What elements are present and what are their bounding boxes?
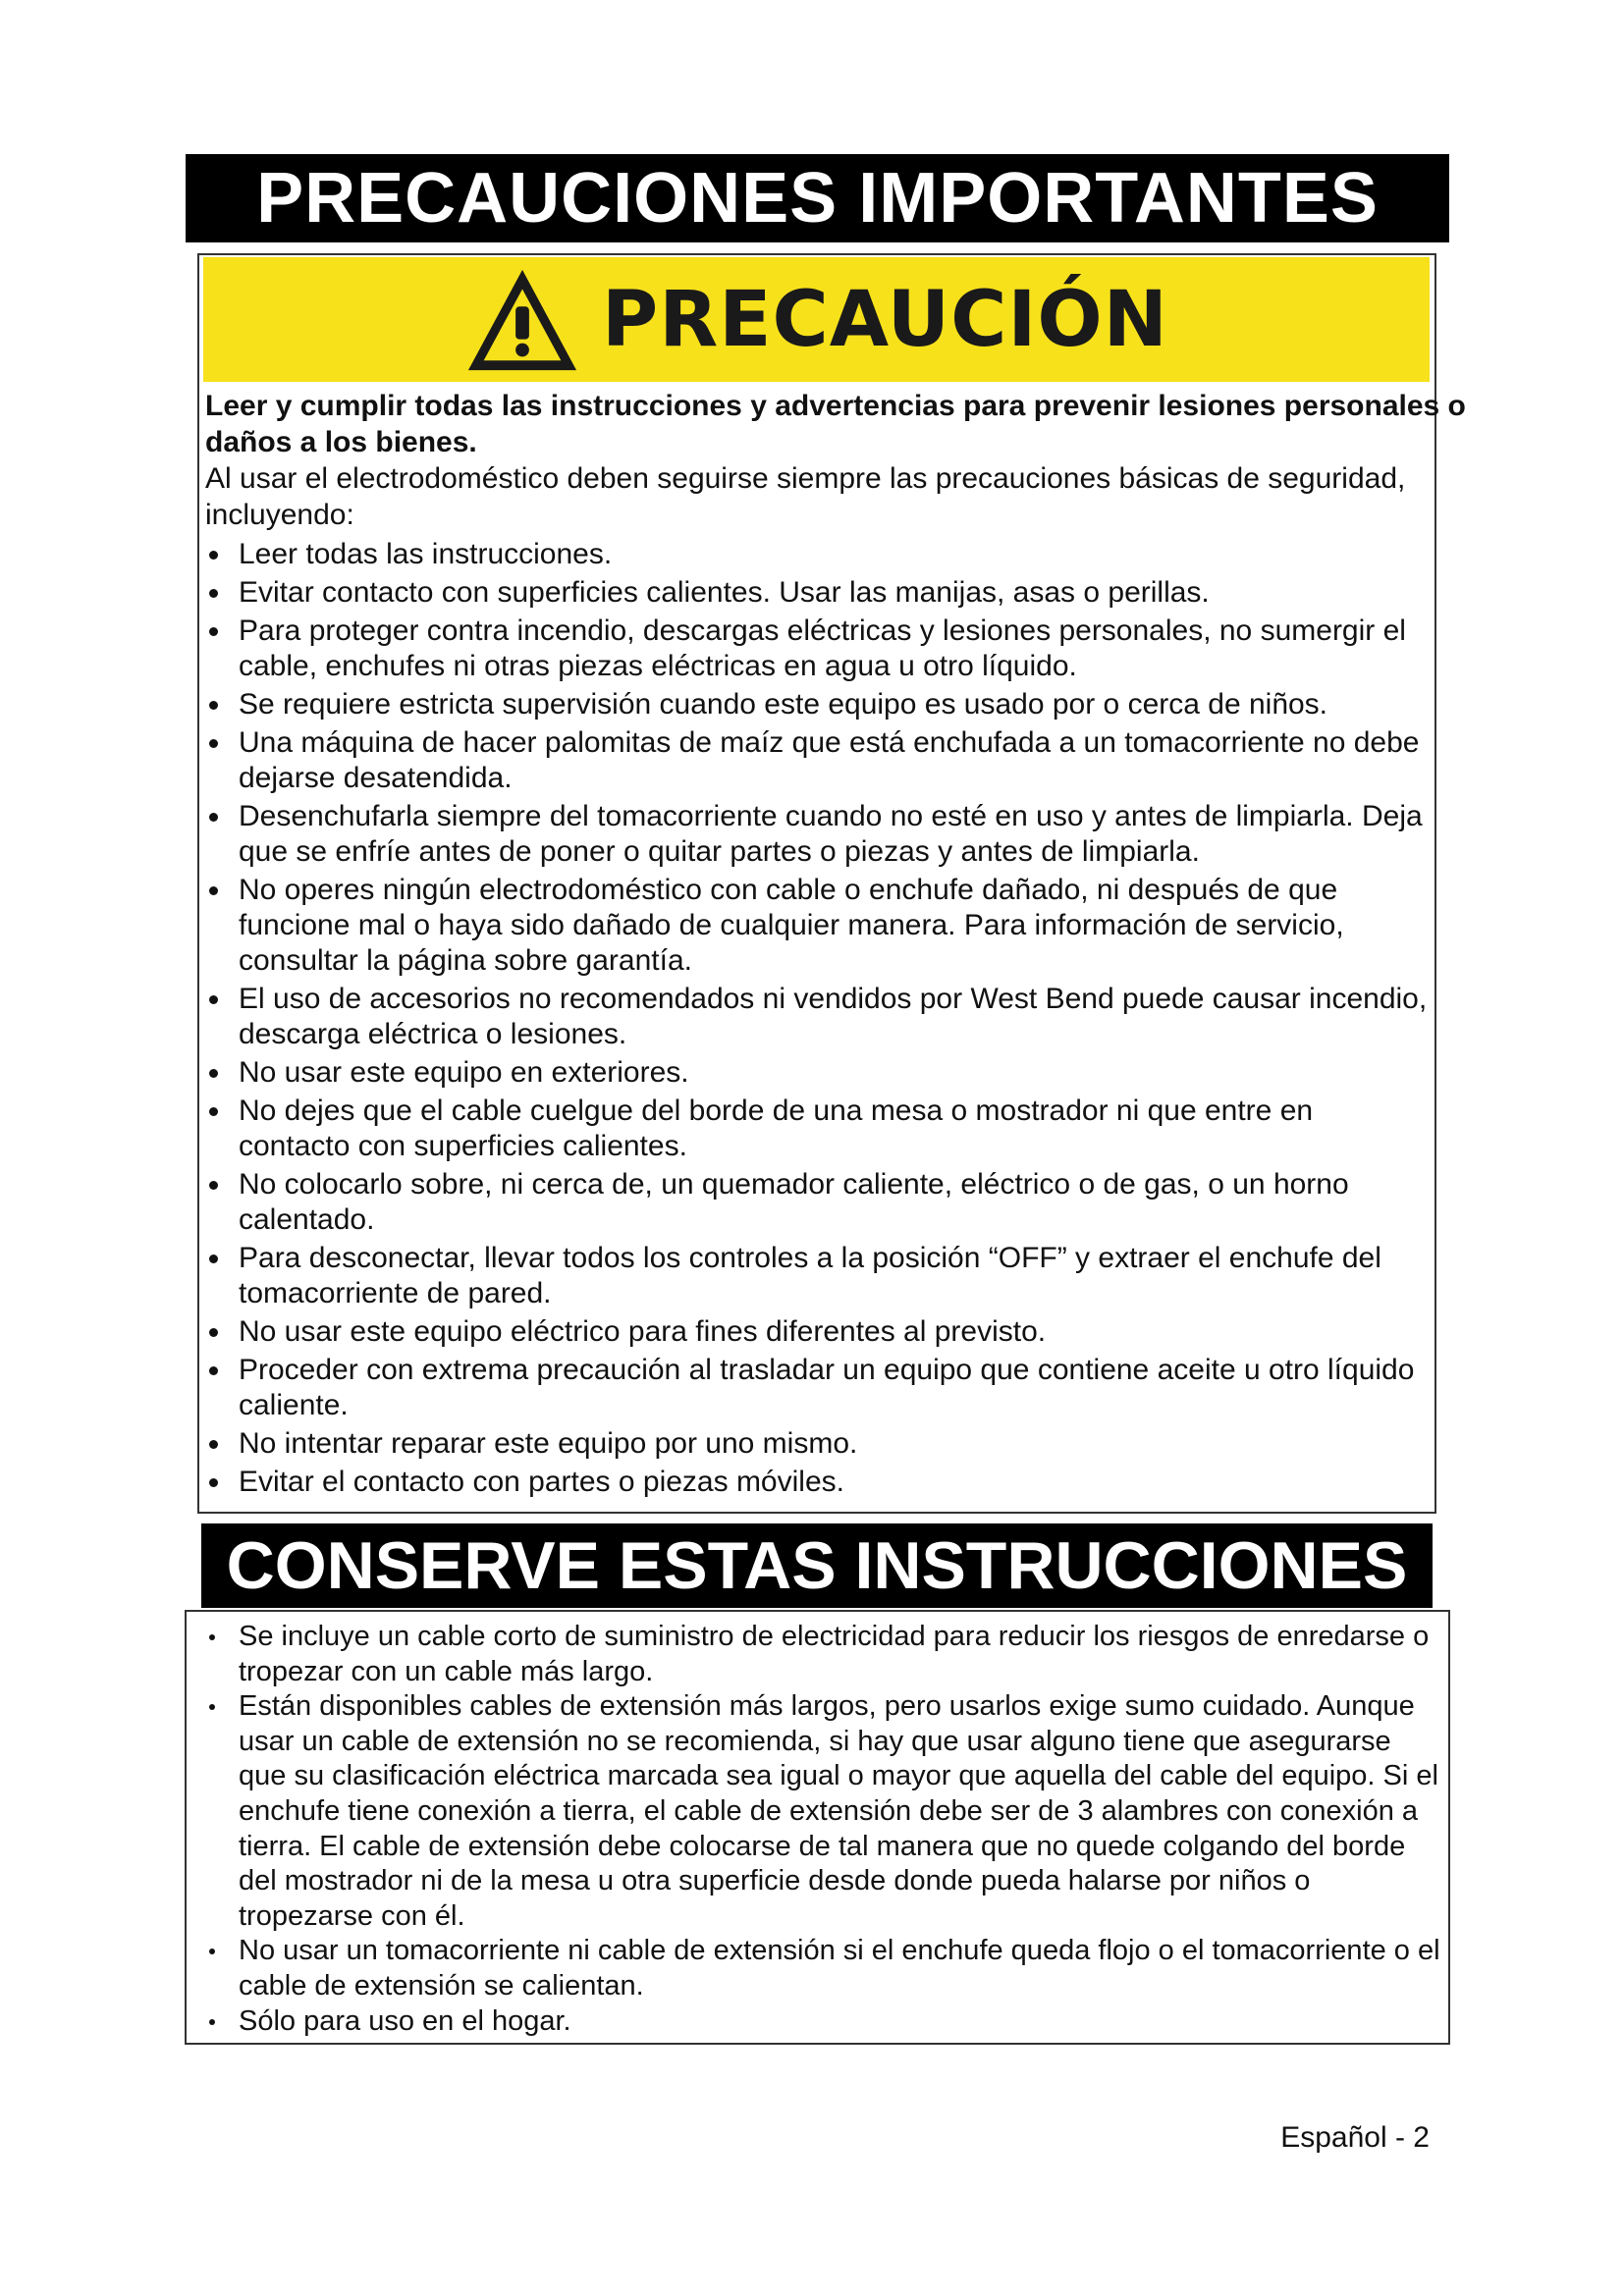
bullet-icon	[209, 886, 218, 895]
bullet-icon	[209, 551, 218, 560]
list-item: No intentar reparar este equipo por uno mismo.	[205, 1426, 1428, 1462]
list-item: Están disponibles cables de extensión más largos, pero usarlos exige sumo cuidado. Aunque usar un cable de extensión no se recomienda, si hay que usar alguno tiene que asegurarse que su clasificación eléctrica marcada sea igual o mayor que aquella del cable del equipo. Si el enchufe tiene conexión a tierra, el cable de extensión debe ser de 3 alambres con conexión a tierra. El cable de extensión debe colocarse de tal manera que no quede colgando del borde del mostrador ni de la mesa u otra superficie desde donde pueda halarse por niños o tropezarse con él.	[205, 1689, 1442, 1934]
bullet-icon	[209, 627, 218, 636]
bullet-icon	[209, 1949, 215, 1954]
bullet-icon	[209, 1069, 218, 1078]
bullet-icon	[209, 995, 218, 1004]
page-title: PRECAUCIONES IMPORTANTES	[186, 154, 1449, 242]
caution-banner	[203, 257, 1430, 382]
list-item: Para proteger contra incendio, descargas eléctricas y lesiones personales, no sumergir el cable, enchufes ni otras piezas eléctricas en agua u otro líquido.	[205, 614, 1428, 684]
bullet-icon	[209, 739, 218, 748]
precautions-section	[205, 388, 1472, 1503]
list-item: Desenchufarla siempre del tomacorriente cuando no esté en uso y antes de limpiarla. Deja que se enfríe antes de poner o quitar partes o piezas y antes de limpiarla.	[205, 799, 1428, 870]
bullet-icon	[209, 1107, 218, 1116]
list-item: No operes ningún electrodoméstico con cable o enchufe dañado, ni después de que funcione mal o haya sido dañado de cualquier manera. Para información de servicio, consultar la página sobre garantía.	[205, 873, 1428, 979]
bullet-icon	[209, 1478, 218, 1487]
warning-triangle-icon	[464, 265, 580, 375]
bullet-icon	[209, 1181, 218, 1190]
bullet-icon	[209, 1328, 218, 1337]
list-item: Evitar el contacto con partes o piezas móviles.	[205, 1465, 1428, 1500]
list-item: Para desconectar, llevar todos los controles a la posición “OFF” y extraer el enchufe del tomacorriente de pared.	[205, 1241, 1428, 1311]
bullet-icon	[209, 701, 218, 710]
bullet-icon	[209, 1440, 218, 1449]
list-item: Se requiere estricta supervisión cuando este equipo es usado por o cerca de niños.	[205, 687, 1428, 722]
list-item: El uso de accesorios no recomendados ni vendidos por West Bend puede causar incendio, descarga eléctrica o lesiones.	[205, 982, 1428, 1052]
bullet-icon	[209, 2019, 215, 2025]
intro-bold-text: Leer y cumplir todas las instrucciones y advertencias para prevenir lesiones personales o daños a los bienes.	[205, 390, 1466, 458]
list-item: Sólo para uso en el hogar.	[205, 2004, 1442, 2040]
bullet-icon	[209, 1634, 215, 1640]
list-item: Evitar contacto con superficies calientes. Usar las manijas, asas o perillas.	[205, 575, 1428, 611]
list-item: Leer todas las instrucciones.	[205, 537, 1428, 572]
bullet-icon	[209, 1255, 218, 1263]
list-item: Se incluye un cable corto de suministro de electricidad para reducir los riesgos de enredarse o tropezar con un cable más largo.	[205, 1620, 1442, 1689]
list-item: No usar un tomacorriente ni cable de extensión si el enchufe queda flojo o el tomacorriente o el cable de extensión se calientan.	[205, 1934, 1442, 2003]
bullet-icon	[209, 1366, 218, 1375]
bullet-icon	[209, 589, 218, 598]
caution-word: PRECAUCIÓN	[602, 275, 1168, 364]
list-item: No dejes que el cable cuelgue del borde de una mesa o mostrador ni que entre en contacto con superficies calientes.	[205, 1094, 1428, 1164]
list-item: No colocarlo sobre, ni cerca de, un quemador caliente, eléctrico o de gas, o un horno calentado.	[205, 1167, 1428, 1238]
page-number: Español - 2	[1280, 2121, 1430, 2154]
intro-text: Al usar el electrodoméstico deben seguirse siempre las precauciones básicas de seguridad, incluyendo:	[205, 462, 1406, 531]
conserve-heading: CONSERVE ESTAS INSTRUCCIONES	[201, 1523, 1433, 1608]
list-item: No usar este equipo en exteriores.	[205, 1055, 1428, 1091]
list-item: No usar este equipo eléctrico para fines diferentes al previsto.	[205, 1314, 1428, 1350]
list-item: Una máquina de hacer palomitas de maíz que está enchufada a un tomacorriente no debe dejarse desatendida.	[205, 725, 1428, 796]
bullet-icon	[209, 1704, 215, 1710]
precautions-list	[205, 537, 1428, 1500]
bullet-icon	[209, 813, 218, 822]
list-item: Proceder con extrema precaución al trasladar un equipo que contiene aceite u otro líquido caliente.	[205, 1353, 1428, 1423]
cord-notes-list	[205, 1620, 1442, 2039]
